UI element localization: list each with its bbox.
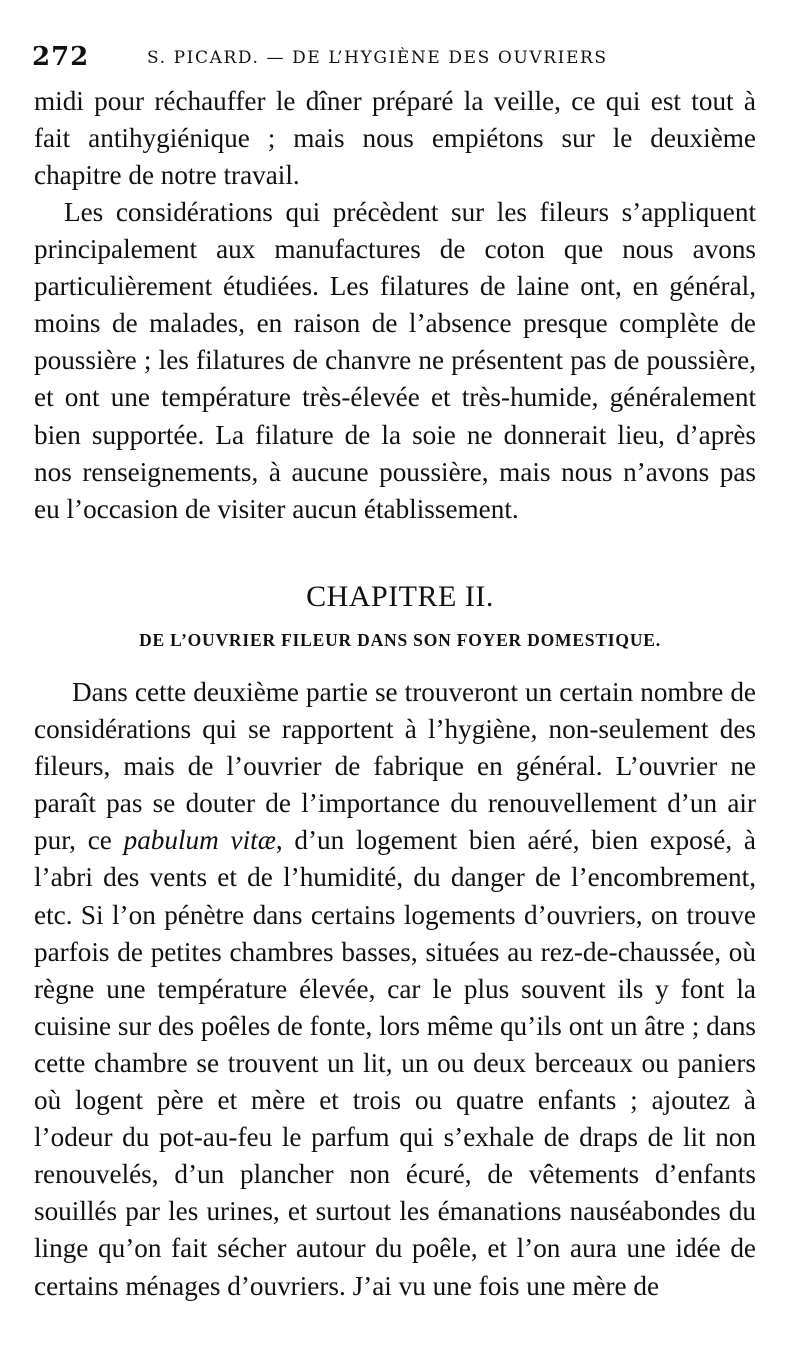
page-number: 272 [32, 42, 90, 72]
paragraph-text-part-1: Dans cette deuxième partie se trouveront un certain nombre de considérations qui se rapportent à l’hygiène, non-seulement des fileurs, mais de l’ouvrier de fabrique en général. L’ouvrier ne paraît pas se douter de l’importance du renouvellement d’un air pur, ce [34, 677, 756, 856]
running-head: S. PICARD. — DE L’HYGIÈNE DES OUVRIERS [147, 48, 608, 68]
chapter-title: CHAPITRE II. [306, 580, 494, 613]
latin-phrase: pabulum vitæ [123, 825, 276, 856]
paragraph-text-part-2: , d’un logement bien aéré, bien exposé, à l’abri des vents et de l’humidité, du danger de l’encombrement, etc. Si l’on pénètre dans certains logements d’ouvriers, on trouve parfois de petites chambres basses, situées au rez-de-chaussée, où règne une température élevée, car le plus souvent ils y font la cuisine sur des poêles de fonte, lors même qu’ils ont un âtre ; dans cette chambre se trouvent un lit, un ou deux berceaux ou paniers où logent père et mère et trois ou quatre enfants ; ajoutez à l’odeur du pot-au-feu le parfum qui s’exhale de draps de lit non renouvelés, d’un plancher non écuré, de vêtements d’enfants souillés par les urines, et surtout les émanations nauséabondes du linge qu’on fait sécher autour du poêle, et l’on aura une idée de certains ménages d’ouvriers. J’ai vu une fois une mère de [34, 825, 756, 1301]
paragraph-chapter-intro [34, 674, 756, 1305]
paragraph-continued: midi pour réchauffer le dîner préparé la veille, ce qui est tout à fait antihygiénique ; mais nous empiétons sur le deuxième chapitre de notre travail. [34, 86, 756, 191]
paragraph-fileurs: Les considérations qui précèdent sur les fileurs s’appliquent principalement aux manufactures de coton que nous avons particulièrement étudiées. Les filatures de laine ont, en général, moins de malades, en raison de l’absence presque complète de poussière ; les filatures de chanvre ne présentent pas de poussière, et ont une température très-élevée et très-humide, généralement bien supportée. La filature de la soie ne donnerait lieu, d’après nos renseignements, à aucune poussière, mais nous n’avons pas eu l’occasion de visiter aucun établissement. [34, 197, 756, 524]
page-header [32, 42, 752, 78]
chapter-subtitle: DE L’OUVRIER FILEUR DANS SON FOYER DOMESTIQUE. [139, 630, 661, 650]
